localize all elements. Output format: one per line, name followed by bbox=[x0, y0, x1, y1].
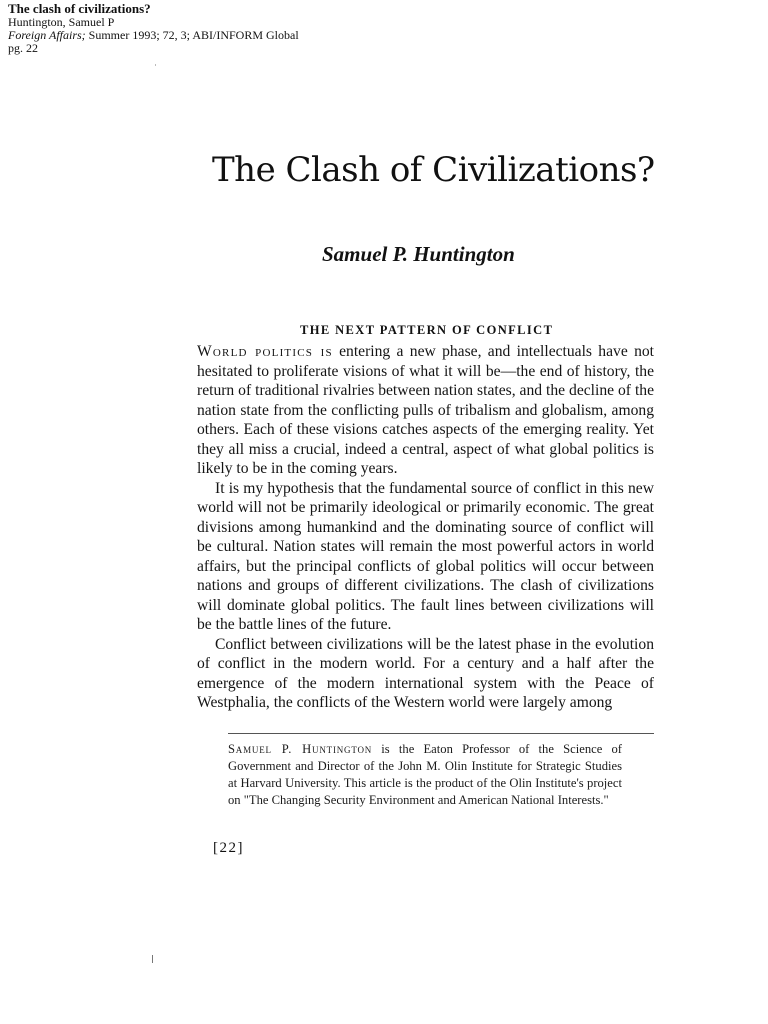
citation-issue: Summer 1993; 72, 3; ABI/INFORM Global bbox=[85, 28, 299, 42]
paragraph-3: Conflict between civilizations will be the latest phase in the evolution of conflict in the modern world. For a century and a half after the emergence of the modern international system with the Peace of Westphalia, the conflicts of the Western world were largely among bbox=[197, 635, 654, 711]
citation-journal: Foreign Affairs; bbox=[8, 28, 86, 42]
scan-artifact bbox=[155, 64, 156, 66]
article-title: The Clash of Civilizations? bbox=[212, 150, 655, 190]
paragraph-2: It is my hypothesis that the fundamental source of conflict in this new world will not be primarily ideological or primarily economic. The great divisions among humankind and the dominating source of conflict will be cultural. Nation states will remain the most powerful actors in world affairs, but the principal conflicts of global politics will occur between nations and groups of different civilizations. The clash of civilizations will dominate global politics. The fault lines between civilizations will be the battle lines of the future. bbox=[197, 479, 654, 633]
article-body bbox=[197, 342, 654, 713]
paragraph-1-text: entering a new phase, and intellectuals have not hesitated to proliferate visions of what it will be—the end of history, the return of traditional rivalries between nation states, and the decline of the nation state from the conflicting pulls of tribalism and globalism, among others. Each of these visions catches aspects of the emerging reality. Yet they all miss a crucial, indeed a central, aspect of what global politics is likely to be in the coming years. bbox=[197, 343, 654, 477]
article-author: Samuel P. Huntington bbox=[322, 242, 515, 266]
section-heading: THE NEXT PATTERN OF CONFLICT bbox=[300, 323, 554, 337]
citation-author: Huntington, Samuel P bbox=[8, 15, 115, 29]
citation-page: pg. 22 bbox=[8, 41, 38, 55]
paragraph-lead: World politics is bbox=[197, 343, 333, 360]
citation-source bbox=[8, 29, 299, 42]
citation-title: The clash of civilizations? bbox=[8, 1, 151, 16]
footnote-divider bbox=[228, 733, 654, 734]
citation-header bbox=[8, 1, 299, 55]
author-footnote bbox=[228, 741, 622, 809]
scan-artifact bbox=[152, 955, 153, 963]
page-number: [22] bbox=[213, 840, 244, 856]
footnote-author-name: Samuel P. Huntington bbox=[228, 742, 373, 756]
paragraph-1 bbox=[197, 342, 654, 479]
footnote-text: is the Eaton Professor of the Science of Government and Director of the John M. Olin Institute for Strategic Studies at Harvard University. This article is the product of the Olin Institute's project on "The Changing Security Environment and American National Interests." bbox=[228, 742, 622, 807]
